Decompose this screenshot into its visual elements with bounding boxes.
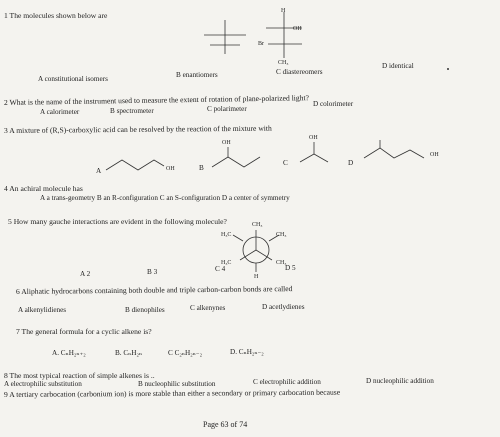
q6-option-d[interactable]: D acetlydienes [262,303,305,311]
q1-fischer-projection-left [200,18,250,58]
q5-label-upper-left: H₃C [221,232,232,238]
q3-structure-d [360,140,440,170]
q3-structure-b [208,145,268,175]
q3-option-a[interactable]: A [96,167,102,175]
question-5-text: 5 How many gauche interactions are evident in the following molecule? [8,217,227,226]
question-1-text: 1 The molecules shown below are [4,11,108,20]
question-3-text: 3 A mixture of (R,S)-carboxylic acid can be resolved by the reaction of the mixture with [3,123,272,135]
q6-option-a[interactable]: A alkenylidienes [18,306,67,314]
question-6-text: 6 Aliphatic hydrocarbons containing both double and triple carbon-carbon bonds are called [15,284,293,296]
q8-option-a[interactable]: A electrophilic substitution [4,380,82,388]
q8-option-b[interactable]: B nucleophilic substitution [138,380,216,388]
q2-option-b[interactable]: B spectrometer [110,107,154,115]
q3-option-c[interactable]: C [283,159,288,167]
q7-option-c[interactable]: C C₂ₙH₂ₙ₋₂ [168,349,203,357]
q2-option-a[interactable]: A calorimeter [40,108,80,116]
q1-option-b[interactable]: B enantiomers [176,71,218,79]
question-4-text: 4 An achiral molecule has [4,184,83,193]
q4-options-line[interactable]: A a trans-geometry B an R-configuration C an S-configuration D a center of symmetry [40,194,290,202]
q5-option-a[interactable]: A 2 [80,270,91,278]
q2-option-c[interactable]: C polarimeter [207,105,247,113]
q1-option-c[interactable]: C diastereomers [276,68,323,76]
q3-structure-a-label: OH [166,166,175,172]
q7-option-d[interactable]: D. CₙH₂ₙ₋₂ [230,348,264,356]
q3-option-b[interactable]: B [199,164,204,172]
q5-label-lower-right: CH₃ [276,260,287,266]
q1-label-oh: OH [293,26,302,32]
q1-option-a[interactable]: A constitutional isomers [38,75,108,83]
q1-fischer-projection-right [262,10,312,62]
q3-option-d[interactable]: D [348,159,354,167]
q5-newman-projection [238,232,274,268]
q3-structure-b-label: OH [222,140,231,146]
q5-label-lower-left: H₃C [221,260,232,266]
q5-label-top: CH₃ [252,222,263,228]
question-9-text: 9 A tertiary carbocation (carbonium ion) is more stable than either a secondary or primary carbocation because [3,387,341,399]
q5-label-upper-right: CH₃ [276,232,287,238]
q5-option-b[interactable]: B 3 [147,268,158,276]
q3-structure-c [296,140,336,170]
q5-option-c[interactable]: C 4 [215,265,226,273]
q3-structure-d-label: OH [430,152,439,158]
q5-label-bottom: H [254,274,259,280]
q1-label-br: Br [258,41,264,47]
q1-label-ch3: CH₃ [278,60,289,66]
q8-option-d[interactable]: D nucleophilic addition [366,377,434,385]
question-8-text: 8 The most typical reaction of simple alkenes is .. [4,371,155,380]
question-2-text: 2 What is the name of the instrument used to measure the extent of rotation of plane-polarized light? [3,93,310,107]
q6-option-b[interactable]: B dienophiles [125,306,165,314]
q8-option-c[interactable]: C electrophilic addition [253,378,321,386]
question-7-text: 7 The general formula for a cyclic alkene is? [16,327,152,336]
q3-structure-a [104,150,174,175]
page-number: Page 63 of 74 [203,420,248,429]
q5-option-d[interactable]: D 5 [285,264,296,272]
q1-label-h: H [281,8,286,14]
q2-option-d[interactable]: D colorimeter [313,100,354,108]
q6-option-c[interactable]: C alkenynes [190,304,226,312]
dot-mark [447,68,449,70]
q3-structure-c-label: OH [309,135,318,141]
q1-option-d[interactable]: D identical [382,62,414,70]
q7-option-b[interactable]: B. CₙH₂ₙ [115,349,143,357]
q7-option-a[interactable]: A. CₙH₂ₙ₊₂ [52,349,86,357]
